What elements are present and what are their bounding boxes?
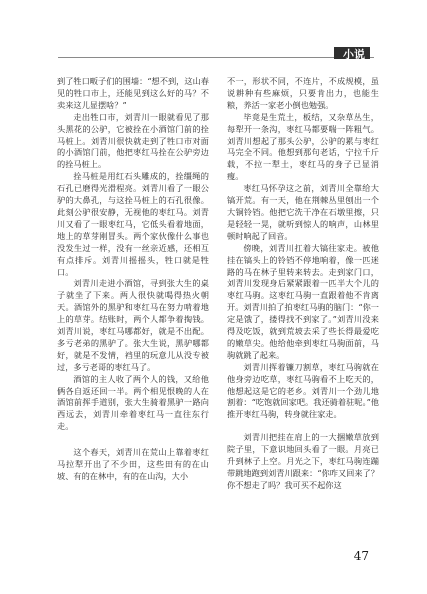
paragraph-gap <box>57 433 209 447</box>
right-column <box>227 76 379 492</box>
section-label: 小说 <box>343 48 365 61</box>
paragraph: 刘青川挥着镰刀割草，枣红马驹就在他身旁边吃草，枣红马驹看不上吃天的，他想起这是它的老乡。刘青川一个劲儿地割着：“吃饱就回家吧。我还骑着驻呢。”他推开枣红马驹，转身就往家走。 <box>227 361 379 420</box>
paragraph: 刘青川把挂在肩上的一大捆嫩草放到院子里，下意识地回头看了一眼。月亮已升到林子上空。月光之下，枣红马驹连蹦带跳地跑到刘青川跟来：“你咋又回来了？你不想走了吗？我可买不起你这 <box>227 432 379 490</box>
paragraph: 毕竟是生荒土，板结，又杂草丛生，每犁开一条沟，枣红马都要喘一阵粗气。刘青川想起了那头公驴，公驴的累与枣红马完全不同。他想到那句老话，宁拉千斤载，不拉一犁土，枣红马的身子已显消瘦。 <box>227 111 379 182</box>
paragraph: 酒馆的主人收了两个人的钱，又给他俩各自返还回一半。两个相见恨晚的人在酒馆前挥手道别，张大生骑着黑驴一路向西远去，刘青川牵着枣红马一直往东行走。 <box>57 373 209 432</box>
paragraph: 走出牲口市，刘青川一眼就看见了那头黑花的公驴，它被拴在小酒馆门前的拴马桩上。刘青川很快就走到了牲口市对面的小酒馆门前，他把枣红马拴在公驴旁边的拴马桩上。 <box>57 111 209 170</box>
paragraph: 不一，形状不同，不连片，不成规模，虽说耕种有些麻烦，只要肯出力，也能生粮，养活一家老小倒也勉强。 <box>227 76 379 110</box>
header-rule <box>58 57 374 58</box>
paragraph: 傍晚，刘青川扛着大镐往家走。被他挂在镐头上的铃铛不停地响着，像一匹迷路的马在林子里转来转去。走到家门口，刘青川发现身后紧紧跟着一匹半大个儿的枣红马驹。这枣红马驹一直跟着他不肯离开。刘青川拍了拍枣红马驹的脑门：“你一定是饿了，搂得找不到家了。”刘青川没来得及吃饭，就到荒坡去采了些长得最爱吃的嫩草尖。他给他牵到枣红马驹面前，马驹就跳了起来。 <box>227 242 379 360</box>
paragraph: 这个春天，刘青川在荒山上靠着枣红马拉犁开出了不少田，这些田有的在山坡、有的在林中，有的在山沟，大小 <box>57 447 209 481</box>
paragraph: 枣红马怀孕这之前，刘青川全靠给大镐开荒。有一天，他在荆棘丛里刨出一个大铜铃铛。他把它洗干净在石墩里擦，只是轻轻一晃，就听到惊人的响声，山林里顿时响起了回音。 <box>227 183 379 241</box>
paragraph: 拴马桩是用红石头雕成的，拴缰绳的石孔已磨得光滑程亮。刘青川看了一眼公驴的大鼻孔，与这拴马桩上的石孔很像。此刻公驴很安静，无视他的枣红马。刘青川又看了一眼枣红马，它低头看着地面，地上的草芽刚冒头。两个家伙像什么事也没发生过一样，没有一丝亲近感，还相互有点排斥。刘青川摇摇头，牲口就是牲口。 <box>57 171 209 277</box>
paragraph-gap <box>227 421 379 432</box>
paragraph: 到了牲口畈子们的围墙：“想不到，这山春见的牲口市上，还能见到这么好的马？不卖来这儿显摆啥？” <box>57 76 209 110</box>
paragraph: 刘青川走进小酒馆，寻到张大生的桌子就坐了下来。两人很快就喝得热火朝天。酒馆外的黑驴和枣红马在努力啃着地上的草芽。结账时，两个人都争着掏钱。刘青川说，枣红马哪都好，就是不出配。多亏老弟的黑驴了。张大生说，黑驴哪都好，就是不发情，裆里的玩意儿从没专被过，多亏老哥的枣红马了。 <box>57 278 209 372</box>
page-number: 47 <box>353 549 369 563</box>
left-column <box>57 76 209 483</box>
